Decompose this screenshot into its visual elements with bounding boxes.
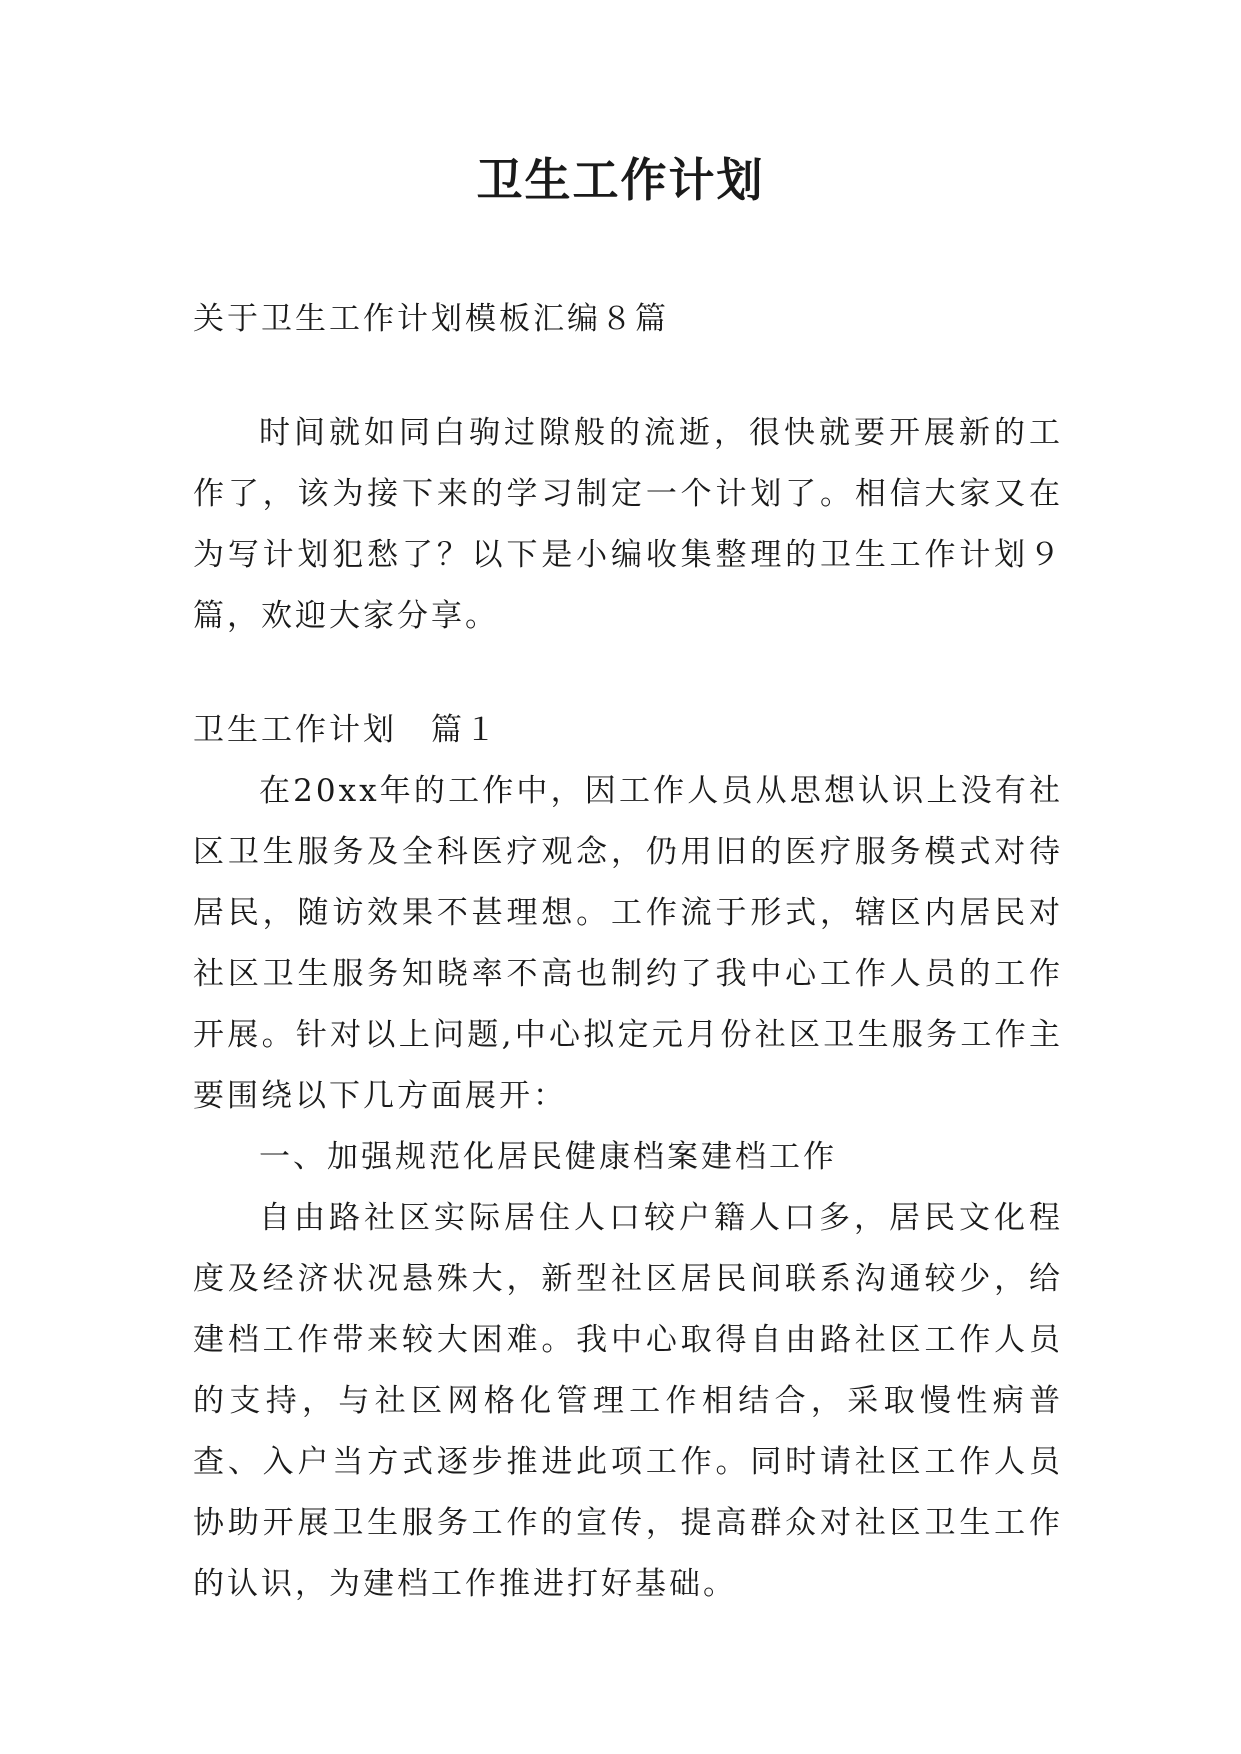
body-paragraph: 自由路社区实际居住人口较户籍人口多，居民文化程度及经济状况悬殊大，新型社区居民间联系沟通较少，给建档工作带来较大困难。我中心取得自由路社区工作人员的支持，与社区网格化管理工作相结合，采取慢性病普查、入户当方式逐步推进此项工作。同时请社区工作人员协助开展卫生服务工作的宣传，提高群众对社区卫生工作的认识，为建档工作推进打好基础。 — [193, 1200, 1063, 1602]
section-heading: 卫生工作计划 篇１ — [193, 712, 499, 748]
document-subtitle: 关于卫生工作计划模板汇编８篇 — [193, 301, 669, 337]
intro-paragraph: 时间就如同白驹过隙般的流逝，很快就要开展新的工作了，该为接下来的学习制定一个计划了。相信大家又在为写计划犯愁了？以下是小编收集整理的卫生工作计划９篇，欢迎大家分享。 — [193, 415, 1063, 634]
page-title: 卫生工作计划 — [476, 153, 765, 207]
list-heading: 一、加强规范化居民健康档案建档工作 — [259, 1139, 837, 1175]
body-paragraph: 在20xx年的工作中，因工作人员从思想认识上没有社区卫生服务及全科医疗观念，仍用旧的医疗服务模式对待居民，随访效果不甚理想。工作流于形式，辖区内居民对社区卫生服务知晓率不高也制约了我中心工作人员的工作开展。针对以上问题,中心拟定元月份社区卫生服务工作主要围绕以下几方面展开： — [193, 773, 1063, 1114]
